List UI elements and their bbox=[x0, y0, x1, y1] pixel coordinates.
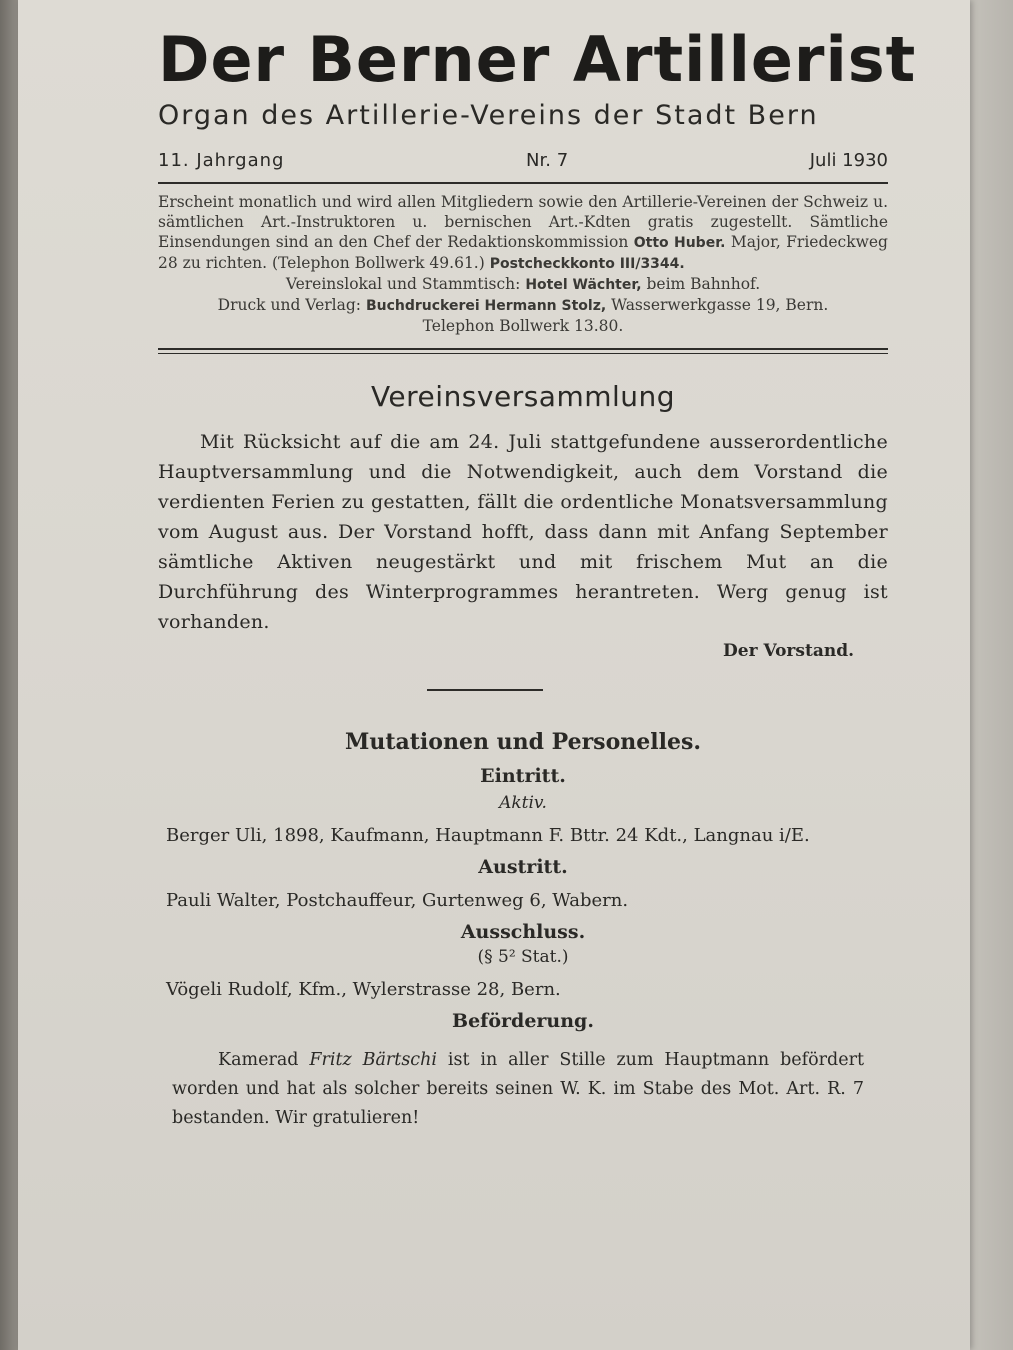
notice-rule bbox=[158, 348, 888, 354]
venue-label: Vereinslokal und Stammtisch: bbox=[285, 275, 521, 293]
masthead-subtitle: Organ des Artillerie-Vereins der Stadt Bern bbox=[158, 100, 819, 131]
issue-date: Juli 1930 bbox=[809, 150, 888, 171]
promotion-record bbox=[158, 1046, 888, 1133]
exit-heading: Austritt. bbox=[478, 855, 568, 878]
meeting-text: Mit Rücksicht auf die am 24. Juli stattgefundene ausserordentliche Hauptversammlung und die Notwendigkeit, auch dem Vorstand die verdienten Ferien zu gestatten, fällt die ordentliche Monatsversammlung vom August aus. Der Vorstand hofft, dass dann mit Anfang September sämtliche Aktiven neugestärkt und mit frischem Mut an die Durchführung des Winterprogrammes herantreten. Werg genug ist vorhanden. bbox=[158, 431, 888, 633]
expulsion-record: Vögeli Rudolf, Kfm., Wylerstrasse 28, Bern. bbox=[166, 978, 561, 1000]
venue-location: beim Bahnhof. bbox=[646, 275, 761, 293]
exit-record: Pauli Walter, Postchauffeur, Gurtenweg 6, Wabern. bbox=[166, 889, 629, 911]
expulsion-reference: (§ 5² Stat.) bbox=[477, 946, 569, 967]
editor-name: Otto Huber. bbox=[633, 235, 726, 251]
venue-line bbox=[158, 274, 888, 295]
promotion-name: Fritz Bärtschi bbox=[309, 1049, 437, 1070]
publication-notice bbox=[158, 192, 888, 336]
entry-record: Berger Uli, 1898, Kaufmann, Hauptmann F. Bttr. 24 Kdt., Langnau i/E. bbox=[166, 824, 810, 846]
entry-heading: Eintritt. bbox=[480, 764, 566, 787]
masthead-title: Der Berner Artillerist bbox=[158, 23, 917, 96]
personnel-title: Mutationen und Personelles. bbox=[345, 728, 701, 755]
promotion-pre: Kamerad bbox=[218, 1049, 299, 1070]
printer-line bbox=[158, 295, 888, 316]
printer-address: Wasserwerkgasse 19, Bern. bbox=[611, 296, 829, 314]
print-label: Druck und Verlag: bbox=[217, 296, 362, 314]
notice-text-1: Erscheint monatlich und wird allen Mitgliedern sowie den Artillerie-Vereinen der Schweiz u. sämtlichen Art.-Instruktoren u. bernischen Art.-Kdten gratis zugestellt. Sämtliche Einsendungen sind an den Chef der Redaktionskommission bbox=[158, 193, 888, 251]
entry-category: Aktiv. bbox=[499, 792, 547, 813]
volume-label: 11. Jahrgang bbox=[158, 150, 285, 171]
issue-number: Nr. 7 bbox=[526, 150, 569, 171]
promotion-post: ist in aller Stille zum Hauptmann befördert worden und hat als solcher bereits seinen W. K. im Stabe des Mot. Art. R. 7 bestanden. Wir gratulieren! bbox=[172, 1049, 864, 1128]
venue-name: Hotel Wächter, bbox=[525, 277, 642, 293]
meeting-title: Vereinsversammlung bbox=[370, 380, 676, 413]
postal-account: Postcheckkonto III/3344. bbox=[489, 256, 685, 272]
meeting-signature: Der Vorstand. bbox=[723, 641, 854, 661]
issue-info-row bbox=[158, 150, 888, 172]
expulsion-heading: Ausschluss. bbox=[460, 920, 586, 943]
notice-text-2: Major, Friedeckweg 28 zu richten. (Telephon Bollwerk 49.61.) bbox=[158, 233, 888, 272]
promotion-heading: Beförderung. bbox=[452, 1009, 594, 1032]
page-content bbox=[158, 22, 917, 1133]
meeting-article bbox=[158, 427, 888, 637]
masthead-rule bbox=[158, 182, 888, 184]
printer-phone: Telephon Bollwerk 13.80. bbox=[422, 317, 624, 335]
section-divider bbox=[427, 689, 543, 691]
printer-name: Buchdruckerei Hermann Stolz, bbox=[365, 298, 607, 314]
newspaper-page bbox=[18, 0, 970, 1350]
